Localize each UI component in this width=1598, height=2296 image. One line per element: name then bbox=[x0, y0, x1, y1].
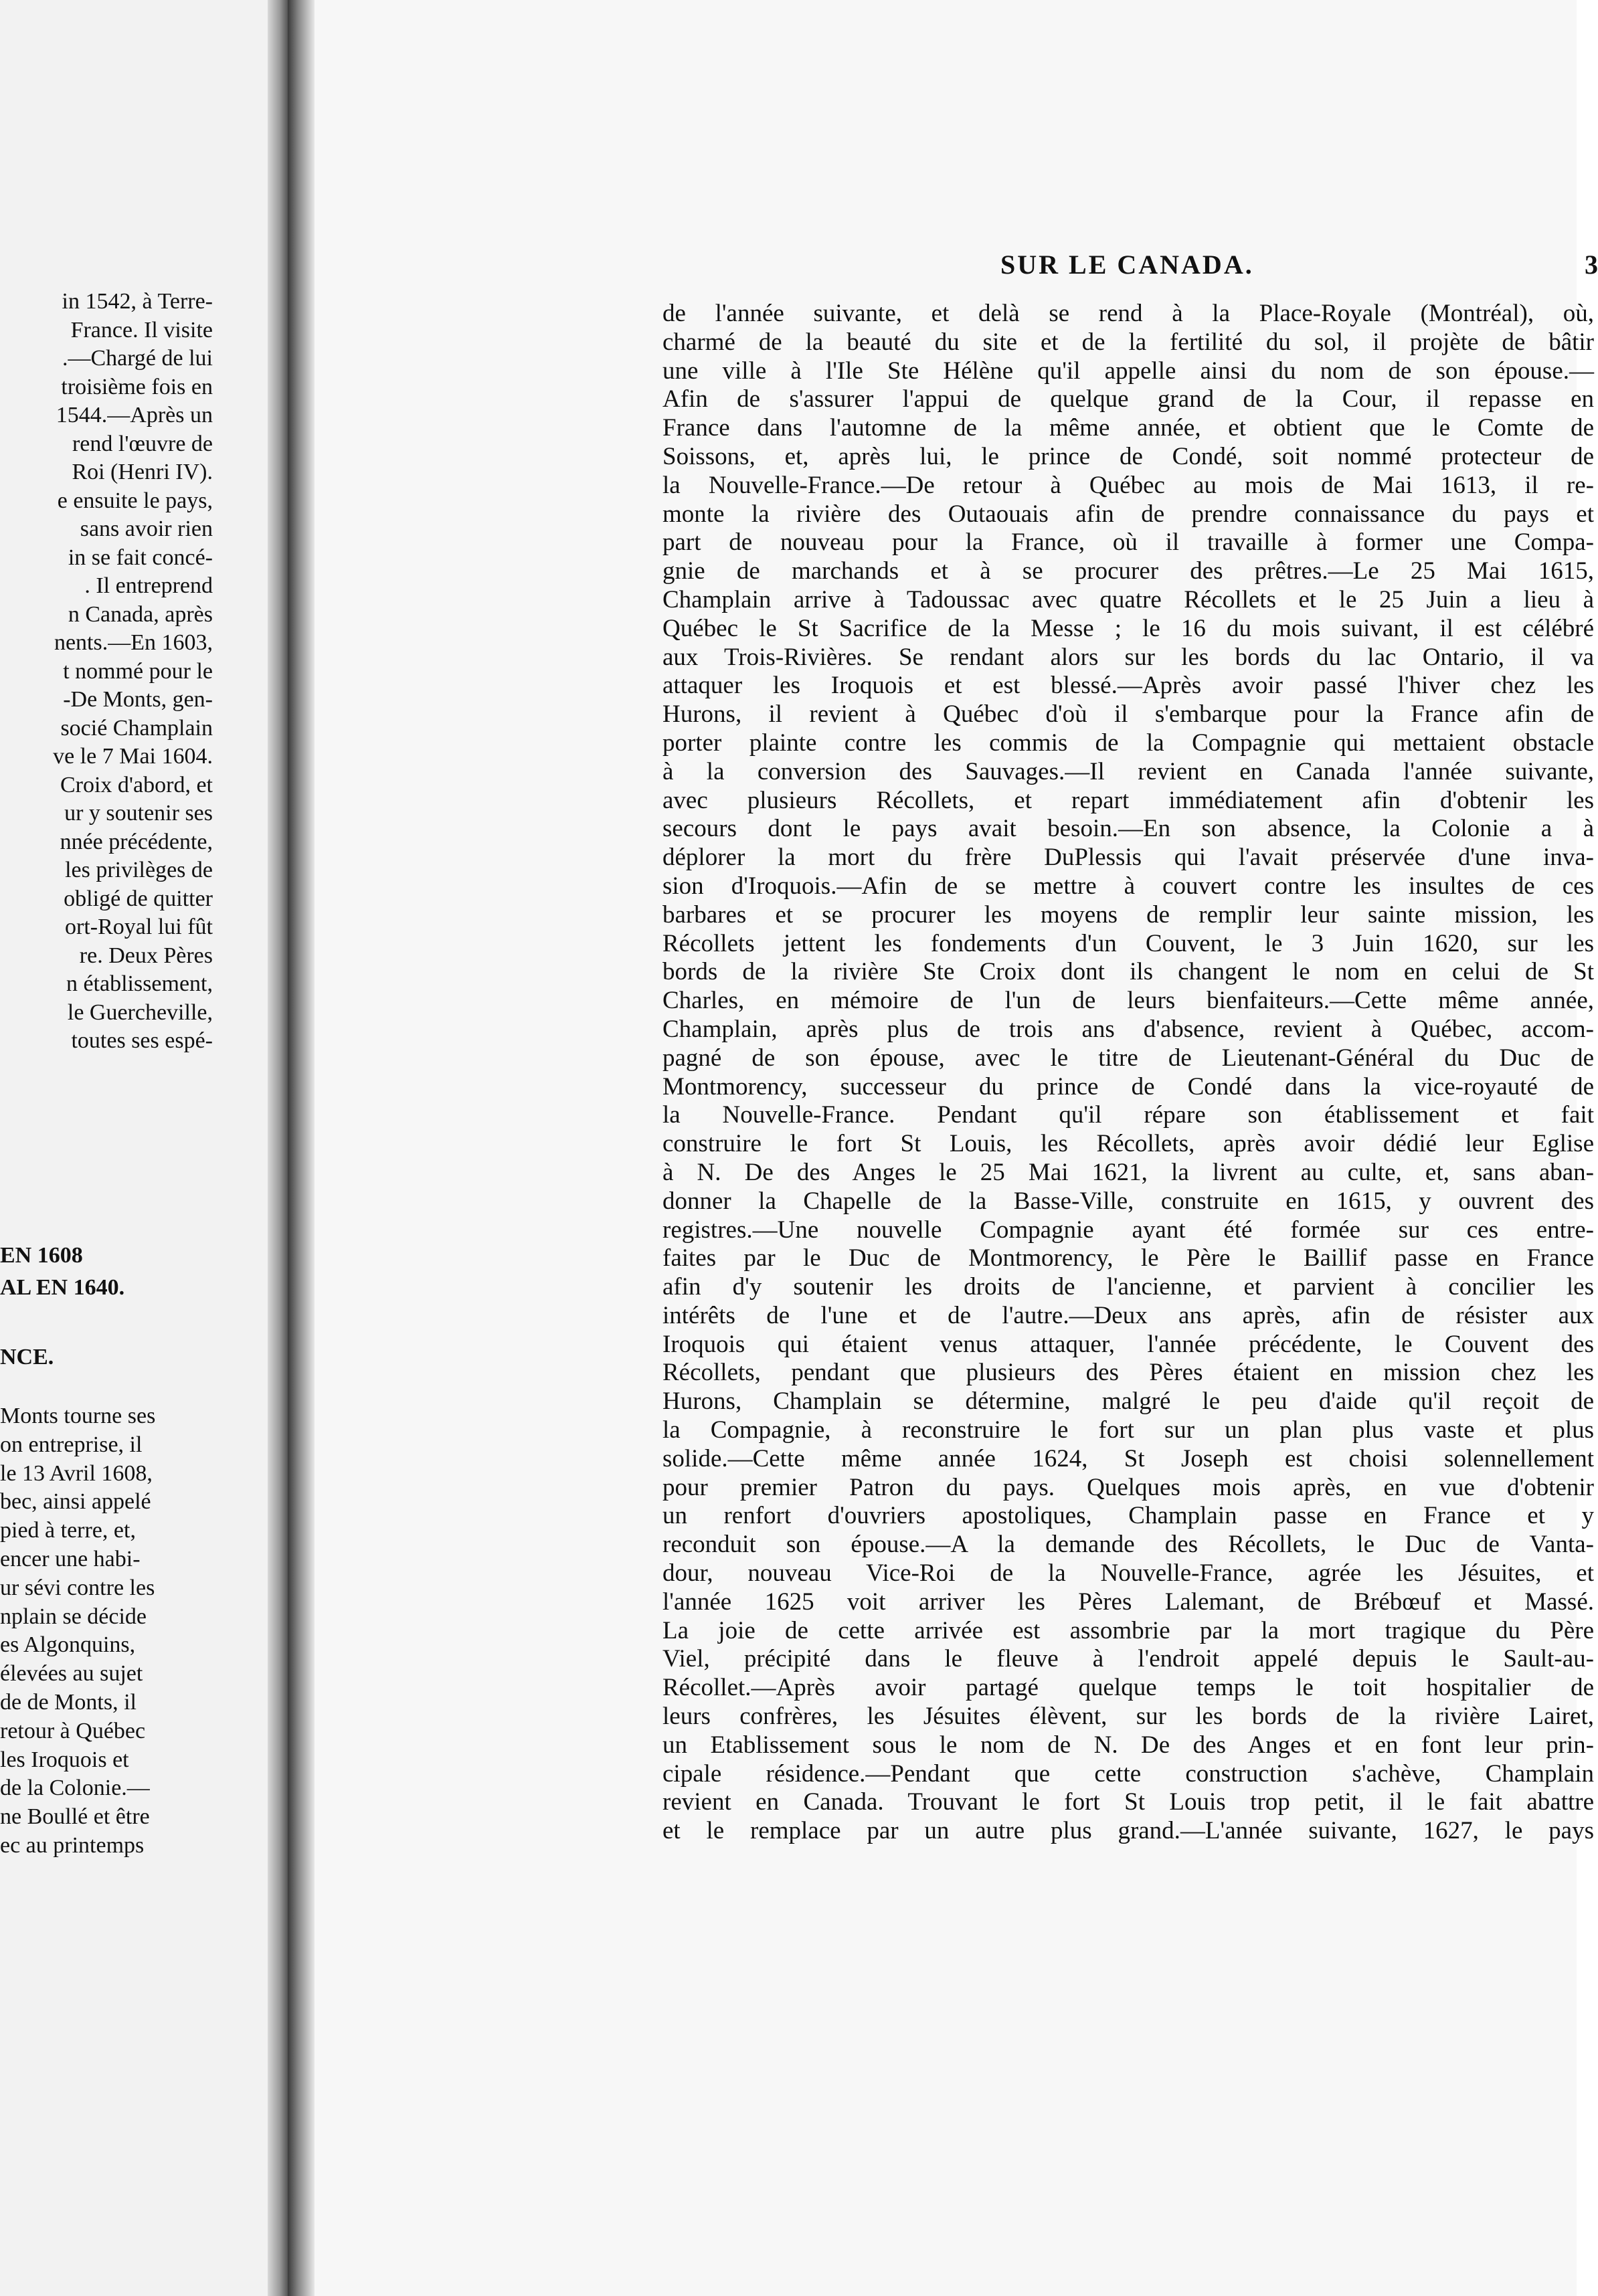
previous-page-line: le Guercheville, bbox=[67, 999, 213, 1025]
text-line: Charles, en mémoire de l'un de leurs bienfaiteurs.—Cette même année, bbox=[662, 987, 1594, 1015]
page-fold-shadow bbox=[268, 0, 288, 2296]
previous-page-line: t nommé pour le bbox=[63, 658, 213, 684]
previous-page-line: rend l'œuvre de bbox=[72, 431, 213, 456]
previous-page-line: encer une habi- bbox=[0, 1546, 141, 1571]
text-line: Québec le St Sacrifice de la Messe ; le 16 du mois suivant, il est célébré bbox=[662, 614, 1594, 642]
text-line: Récollet.—Après avoir partagé quelque temps le toit hospitalier de bbox=[662, 1674, 1594, 1702]
previous-page-line: sans avoir rien bbox=[80, 516, 213, 541]
text-line: à la conversion des Sauvages.—Il revient en Canada l'année suivante, bbox=[662, 757, 1594, 785]
text-line: la Compagnie, à reconstruire le fort sur un plan plus vaste et plus bbox=[662, 1416, 1594, 1444]
text-line: monte la rivière des Outaouais afin de prendre connaissance du pays et bbox=[662, 500, 1594, 528]
text-line: secours dont le pays avait besoin.—En son absence, la Colonie a à bbox=[662, 815, 1594, 843]
book-gutter bbox=[288, 0, 315, 2296]
text-line: part de nouveau pour la France, où il travaille à former une Compa- bbox=[662, 529, 1594, 557]
text-line: porter plainte contre les commis de la Compagnie qui mettaient obstacle bbox=[662, 729, 1594, 757]
text-line: cipale résidence.—Pendant que cette construction s'achève, Champlain bbox=[662, 1759, 1594, 1788]
text-line: registres.—Une nouvelle Compagnie ayant été formée sur ces entre- bbox=[662, 1216, 1594, 1244]
text-line: faites par le Duc de Montmorency, le Père le Baillif passe en France bbox=[662, 1244, 1594, 1272]
previous-page bbox=[0, 0, 281, 2296]
text-line: attaquer les Iroquois et est blessé.—Après avoir passé l'hiver chez les bbox=[662, 672, 1594, 700]
previous-page-line: Croix d'abord, et bbox=[60, 772, 213, 797]
text-line: aux Trois-Rivières. Se rendant alors sur les bords du lac Ontario, il va bbox=[662, 643, 1594, 671]
previous-page-line: Roi (Henri IV). bbox=[72, 460, 213, 484]
previous-page-line: in 1542, à Terre- bbox=[62, 289, 213, 314]
previous-page-text-top bbox=[0, 288, 213, 1056]
previous-page-line: toutes ses espé- bbox=[71, 1028, 213, 1053]
text-line: Viel, précipité dans le fleuve à l'endroit appelé depuis le Sault-au- bbox=[662, 1645, 1594, 1673]
text-line: sion d'Iroquois.—Afin de se mettre à couvert contre les insultes de ces bbox=[662, 872, 1594, 900]
text-line: avec plusieurs Récollets, et repart immédiatement afin d'obtenir les bbox=[662, 786, 1594, 814]
text-line: solide.—Cette même année 1624, St Joseph est choisi solennellement bbox=[662, 1444, 1594, 1472]
previous-page-line: nents.—En 1603, bbox=[54, 630, 213, 655]
text-line: l'année 1625 voit arriver les Pères Lalemant, de Brébœuf et Massé. bbox=[662, 1588, 1594, 1616]
page-body-text bbox=[662, 300, 1594, 1846]
previous-page-line: ne Boullé et être bbox=[0, 1804, 150, 1830]
text-line: Hurons, Champlain se détermine, malgré le peu d'aide qu'il reçoit de bbox=[662, 1388, 1594, 1416]
text-line: construire le fort St Louis, les Récollets, après avoir dédié leur Eglise bbox=[662, 1130, 1594, 1158]
previous-page-line: -De Monts, gen- bbox=[63, 687, 213, 712]
previous-page-line: n Canada, après bbox=[68, 601, 213, 627]
previous-page-line: bec, ainsi appelé bbox=[0, 1489, 151, 1515]
previous-page-line: nplain se décide bbox=[0, 1604, 147, 1629]
previous-page-line: e ensuite le pays, bbox=[57, 488, 213, 513]
previous-page-line: le 13 Avril 1608, bbox=[0, 1460, 153, 1486]
previous-page-line: 1544.—Après un bbox=[56, 403, 213, 427]
text-line: revient en Canada. Trouvant le fort St Louis trop petit, il le fait abattre bbox=[662, 1788, 1594, 1816]
previous-page-line: Monts tourne ses bbox=[0, 1404, 156, 1428]
text-line: intérêts de l'une et de l'autre.—Deux ans après, afin de résister aux bbox=[662, 1301, 1594, 1329]
text-line: charmé de la beauté du site et de la fertilité du sol, il projète de bâtir bbox=[662, 328, 1594, 356]
text-line: gnie de marchands et à se procurer des prêtres.—Le 25 Mai 1615, bbox=[662, 557, 1594, 585]
text-line: bords de la rivière Ste Croix dont ils changent le nom en celui de St bbox=[662, 958, 1594, 986]
text-line: barbares et se procurer les moyens de remplir leur sainte mission, les bbox=[662, 900, 1594, 929]
previous-page-line: de la Colonie.— bbox=[0, 1776, 150, 1801]
text-line: déplorer la mort du frère DuPlessis qui l'avait préservée d'une inva- bbox=[662, 844, 1594, 872]
previous-page-line: les privilèges de bbox=[65, 858, 213, 882]
text-line: pagné de son épouse, avec le titre de Lieutenant-Général du Duc de bbox=[662, 1044, 1594, 1072]
previous-page-line: ur y soutenir ses bbox=[64, 801, 213, 826]
text-line: un renfort d'ouvriers apostoliques, Champlain passe en France et y bbox=[662, 1502, 1594, 1530]
previous-page-line: élevées au sujet bbox=[0, 1661, 143, 1687]
text-line: afin d'y soutenir les droits de l'ancienne, et parvient à concilier les bbox=[662, 1273, 1594, 1301]
text-line: la Nouvelle-France. Pendant qu'il répare son établissement et fait bbox=[662, 1101, 1594, 1129]
text-line: Hurons, il revient à Québec d'où il s'embarque pour la France afin de bbox=[662, 700, 1594, 729]
text-line: La joie de cette arrivée est assombrie par la mort tragique du Père bbox=[662, 1616, 1594, 1644]
text-line: pour premier Patron du pays. Quelques mois après, en vue d'obtenir bbox=[662, 1473, 1594, 1501]
previous-page-line: . Il entreprend bbox=[84, 573, 213, 598]
text-line: Afin de s'assurer l'appui de quelque grand de la Cour, il repasse en bbox=[662, 385, 1594, 413]
previous-page-text-bottom bbox=[0, 1402, 213, 1860]
text-line: Champlain, après plus de trois ans d'absence, revient à Québec, accom- bbox=[662, 1015, 1594, 1043]
text-line: donner la Chapelle de la Basse-Ville, construite en 1615, y ouvrent des bbox=[662, 1187, 1594, 1215]
text-line: leurs confrères, les Jésuites élèvent, sur les bords de la rivière Lairet, bbox=[662, 1703, 1594, 1731]
previous-page-line: ur sévi contre les bbox=[0, 1575, 155, 1600]
previous-page-line: re. Deux Pères bbox=[79, 943, 213, 968]
previous-page-line: obligé de quitter bbox=[64, 886, 213, 911]
previous-page-heading-1: EN 1608 bbox=[0, 1243, 83, 1268]
previous-page-line: les Iroquois et bbox=[0, 1747, 129, 1772]
text-line: Montmorency, successeur du prince de Condé dans la vice-royauté de bbox=[662, 1072, 1594, 1101]
previous-page-line: in se fait concé- bbox=[68, 545, 213, 570]
text-line: Soissons, et, après lui, le prince de Condé, soit nommé protecteur de bbox=[662, 442, 1594, 470]
text-line: Champlain arrive à Tadoussac avec quatre Récollets et le 25 Juin a lieu à bbox=[662, 585, 1594, 613]
previous-page-line: nnée précédente, bbox=[60, 829, 213, 854]
running-head: SUR LE CANADA. bbox=[1000, 250, 1254, 280]
previous-page-line: .—Chargé de lui bbox=[62, 346, 213, 371]
previous-page-line: n établissement, bbox=[66, 971, 213, 996]
previous-page-heading-3: NCE. bbox=[0, 1345, 54, 1369]
book-page bbox=[315, 0, 1598, 2296]
previous-page-line: ort-Royal lui fût bbox=[65, 915, 213, 939]
text-line: Iroquois qui étaient venus attaquer, l'année précédente, le Couvent des bbox=[662, 1330, 1594, 1358]
text-line: dour, nouveau Vice-Roi de la Nouvelle-France, agrée les Jésuites, et bbox=[662, 1559, 1594, 1588]
text-line: la Nouvelle-France.—De retour à Québec au mois de Mai 1613, il re- bbox=[662, 471, 1594, 499]
text-line: France dans l'automne de la même année, et obtient que le Comte de bbox=[662, 414, 1594, 442]
previous-page-line: de de Monts, il bbox=[0, 1689, 137, 1715]
text-line: une ville à l'Ile Ste Hélène qu'il appelle ainsi du nom de son épouse.— bbox=[662, 357, 1594, 385]
text-line: Récollets jettent les fondements d'un Couvent, le 3 Juin 1620, sur les bbox=[662, 929, 1594, 957]
text-line: de l'année suivante, et delà se rend à la Place-Royale (Montréal), où, bbox=[662, 300, 1594, 327]
previous-page-line: retour à Québec bbox=[0, 1718, 146, 1743]
previous-page-heading-2: AL EN 1640. bbox=[0, 1275, 125, 1300]
previous-page-line: France. Il visite bbox=[70, 317, 213, 343]
text-line: reconduit son épouse.—A la demande des Récollets, le Duc de Vanta- bbox=[662, 1531, 1594, 1559]
previous-page-line: pied à terre, et, bbox=[0, 1518, 136, 1543]
previous-page-line: troisième fois en bbox=[61, 374, 213, 399]
previous-page-line: ec au printemps bbox=[0, 1832, 145, 1858]
previous-page-line: es Algonquins, bbox=[0, 1632, 136, 1658]
text-line: à N. De des Anges le 25 Mai 1621, la livrent au culte, et, sans aban- bbox=[662, 1158, 1594, 1186]
text-line: et le remplace par un autre plus grand.—L'année suivante, 1627, le pays bbox=[662, 1817, 1594, 1845]
text-line: Récollets, pendant que plusieurs des Pères étaient en mission chez les bbox=[662, 1359, 1594, 1387]
previous-page-line: ve le 7 Mai 1604. bbox=[53, 744, 213, 769]
text-line: un Etablissement sous le nom de N. De des Anges et en font leur prin- bbox=[662, 1731, 1594, 1759]
previous-page-line: socié Champlain bbox=[60, 715, 213, 741]
previous-page-line: on entreprise, il bbox=[0, 1432, 143, 1457]
page-number: 3 bbox=[1585, 250, 1598, 280]
